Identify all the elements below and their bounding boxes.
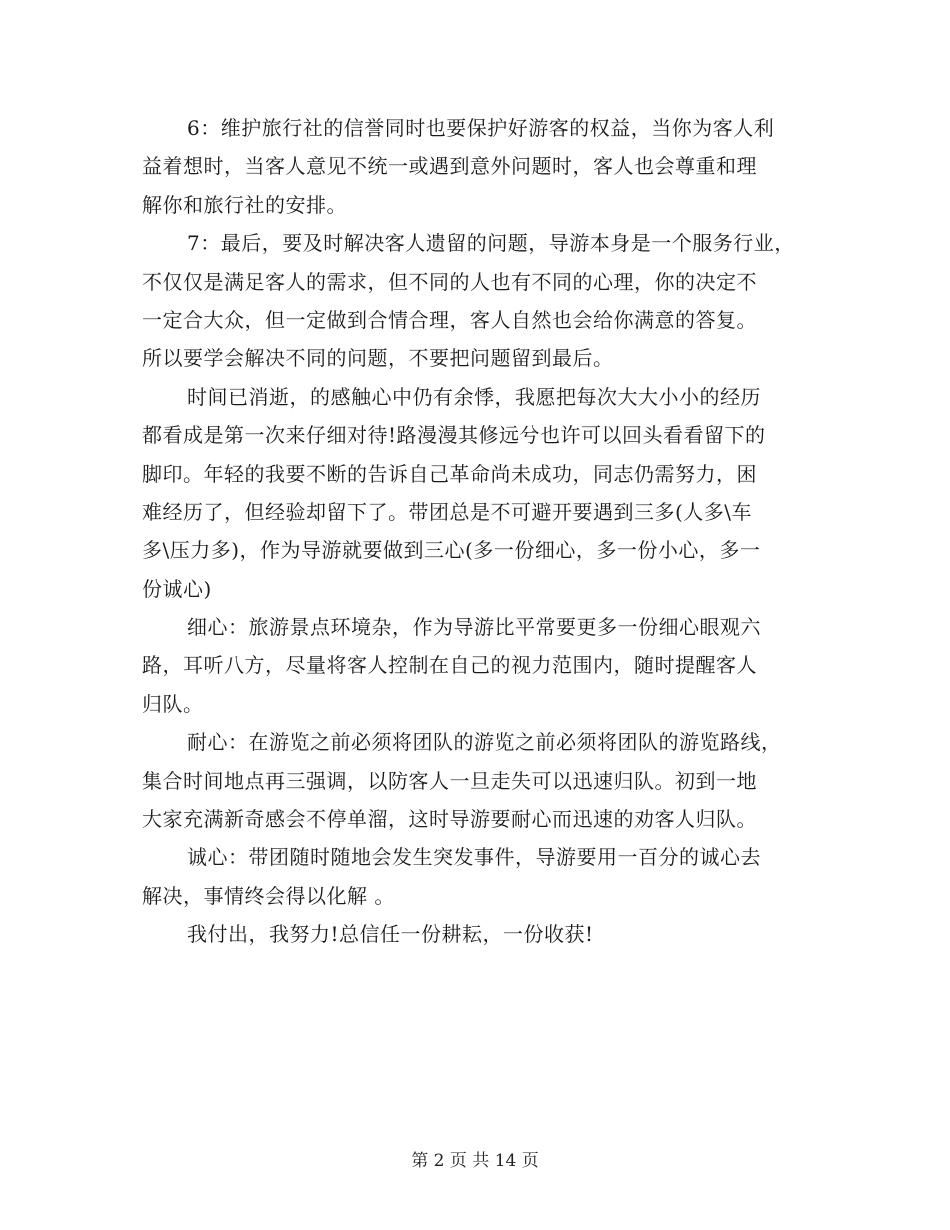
paragraph-6-line-3: 解你和旅行社的安排。 (142, 192, 347, 217)
patience-paragraph-line-3: 大家充满新奇感会不停单溜，这时导游要耐心而迅速的劝客人归队。 (142, 807, 757, 832)
paragraph-6-line-2: 益着想时，当客人意见不统一或遇到意外问题时，客人也会尊重和理 (142, 154, 757, 179)
closing-paragraph-line-1: 我付出，我努力!总信任一份耕耘，一份收获! (187, 922, 594, 947)
sincerity-paragraph-line-1: 诚心：带团随时随地会发生突发事件，导游要用一百分的诚心去 (187, 845, 761, 870)
reflection-paragraph-line-5: 多\压力多)，作为导游就要做到三心(多一份细心，多一份小心，多一 (142, 538, 761, 563)
careful-paragraph-line-3: 归队。 (142, 691, 204, 716)
paragraph-7-line-1: 7：最后，要及时解决客人遗留的问题，导游本身是一个服务行业， (187, 231, 795, 256)
careful-paragraph-line-2: 路，耳听八方，尽量将客人控制在自己的视力范围内，随时提醒客人 (142, 653, 757, 678)
page-number-footer: 第 2 页 共 14 页 (411, 1151, 539, 1171)
reflection-paragraph-line-6: 份诚心) (142, 576, 212, 601)
paragraph-7-line-2: 不仅仅是满足客人的需求，但不同的人也有不同的心理，你的决定不 (142, 269, 757, 294)
sincerity-paragraph-line-2: 解决，事情终会得以化解 。 (142, 883, 395, 908)
reflection-paragraph-line-2: 都看成是第一次来仔细对待!路漫漫其修远兮也许可以回头看看留下的 (142, 423, 766, 448)
document-body (142, 109, 810, 954)
paragraph-6-line-1: 6：维护旅行社的信誉同时也要保护好游客的权益，当你为客人利 (187, 116, 775, 140)
patience-paragraph-line-1: 耐心：在游览之前必须将团队的游览之前必须将团队的游览路线， (187, 730, 782, 755)
paragraph-7-line-4: 所以要学会解决不同的问题，不要把问题留到最后。 (142, 346, 614, 371)
paragraph-7-line-3: 一定合大众，但一定做到合情合理，客人自然也会给你满意的答复。 (142, 307, 757, 332)
reflection-paragraph-line-3: 脚印。年轻的我要不断的告诉自己革命尚未成功，同志仍需努力，困 (142, 461, 757, 486)
patience-paragraph-line-2: 集合时间地点再三强调，以防客人一旦走失可以迅速归队。初到一地 (142, 768, 757, 793)
careful-paragraph-line-1: 细心：旅游景点环境杂，作为导游比平常要更多一份细心眼观六 (187, 615, 761, 640)
reflection-paragraph-line-4: 难经历了，但经验却留下了。带团总是不可避开要遇到三多(人多\车 (142, 499, 753, 524)
reflection-paragraph-line-1: 时间已消逝，的感触心中仍有余悸，我愿把每次大大小小的经历 (187, 384, 761, 409)
